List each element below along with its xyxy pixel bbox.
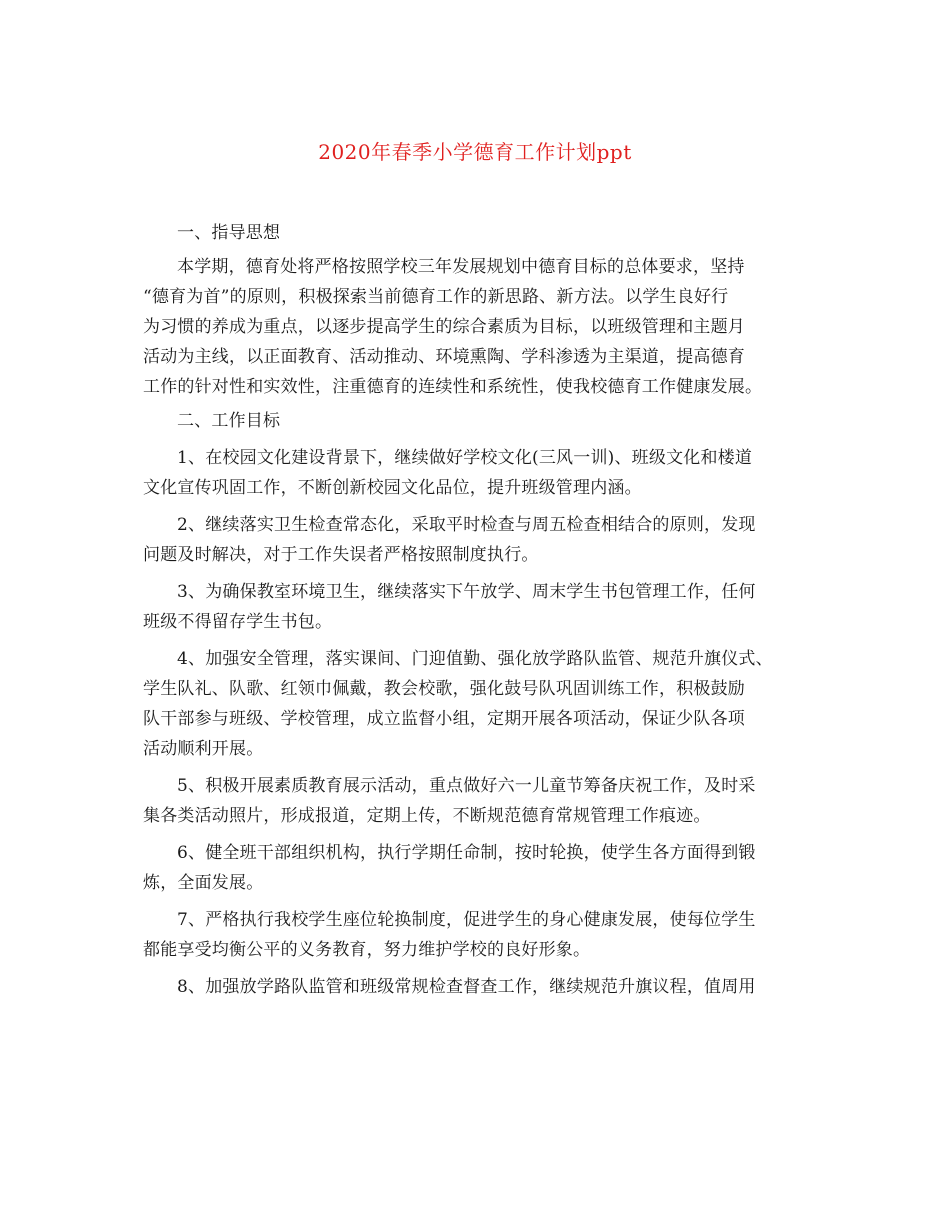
text-line: 1、在校园文化建设背景下，继续做好学校文化(三风一训)、班级文化和楼道 <box>177 448 753 468</box>
section-heading <box>143 218 815 248</box>
list-item <box>143 510 815 570</box>
list-item <box>143 905 815 965</box>
text-line: 二、工作目标 <box>177 411 281 431</box>
list-item <box>143 771 815 831</box>
document-body <box>143 218 815 1002</box>
text-line: 问题及时解决，对于工作失误者严格按照制度执行。 <box>143 545 539 565</box>
text-line: 8、加强放学路队监管和班级常规检查督查工作，继续规范升旗议程，值周用 <box>177 977 756 997</box>
list-item <box>143 838 815 898</box>
text-line: 一、指导思想 <box>177 223 281 243</box>
text-line: 4、加强安全管理，落实课间、门迎值勤、强化放学路队监管、规范升旗仪式、 <box>177 649 773 669</box>
list-item <box>143 577 815 637</box>
text-line: 3、为确保教室环境卫生，继续落实下午放学、周末学生书包管理工作，任何 <box>177 582 756 602</box>
text-line: 7、严格执行我校学生座位轮换制度，促进学生的身心健康发展，使每位学生 <box>177 910 756 930</box>
text-line: 活动顺利开展。 <box>143 739 264 759</box>
text-line: 为习惯的养成为重点，以逐步提高学生的综合素质为目标，以班级管理和主题月 <box>143 317 745 337</box>
text-line: 都能享受均衡公平的义务教育，努力维护学校的良好形象。 <box>143 940 591 960</box>
document-title: 2020年春季小学德育工作计划ppt <box>318 140 632 164</box>
section-heading <box>143 406 815 436</box>
text-line: 工作的针对性和实效性，注重德育的连续性和系统性，使我校德育工作健康发展。 <box>143 377 763 397</box>
text-line: 队干部参与班级、学校管理，成立监督小组，定期开展各项活动，保证少队各项 <box>143 709 745 729</box>
list-item <box>143 443 815 503</box>
text-line: 集各类活动照片，形成报道，定期上传，不断规范德育常规管理工作痕迹。 <box>143 806 711 826</box>
text-line: 5、积极开展素质教育展示活动，重点做好六一儿童节筹备庆祝工作，及时采 <box>177 776 756 796</box>
text-line: 炼，全面发展。 <box>143 873 264 893</box>
text-line: 6、健全班干部组织机构，执行学期任命制，按时轮换，使学生各方面得到锻 <box>177 843 756 863</box>
text-line: 文化宣传巩固工作，不断创新校园文化品位，提升班级管理内涵。 <box>143 478 642 498</box>
text-line: “德育为首”的原则，积极探索当前德育工作的新思路、新方法。以学生良好行 <box>143 287 729 307</box>
list-item <box>143 972 815 1002</box>
paragraph <box>143 252 815 402</box>
text-line: 本学期，德育处将严格按照学校三年发展规划中德育目标的总体要求，坚持 <box>177 257 745 277</box>
text-line: 活动为主线，以正面教育、活动推动、环境熏陶、学科渗透为主渠道，提高德育 <box>143 347 745 367</box>
text-line: 班级不得留存学生书包。 <box>143 612 333 632</box>
text-line: 2、继续落实卫生检查常态化，采取平时检查与周五检查相结合的原则，发现 <box>177 515 756 535</box>
list-item <box>143 644 815 764</box>
text-line: 学生队礼、队歌、红领巾佩戴，教会校歌，强化鼓号队巩固训练工作，积极鼓励 <box>143 679 745 699</box>
